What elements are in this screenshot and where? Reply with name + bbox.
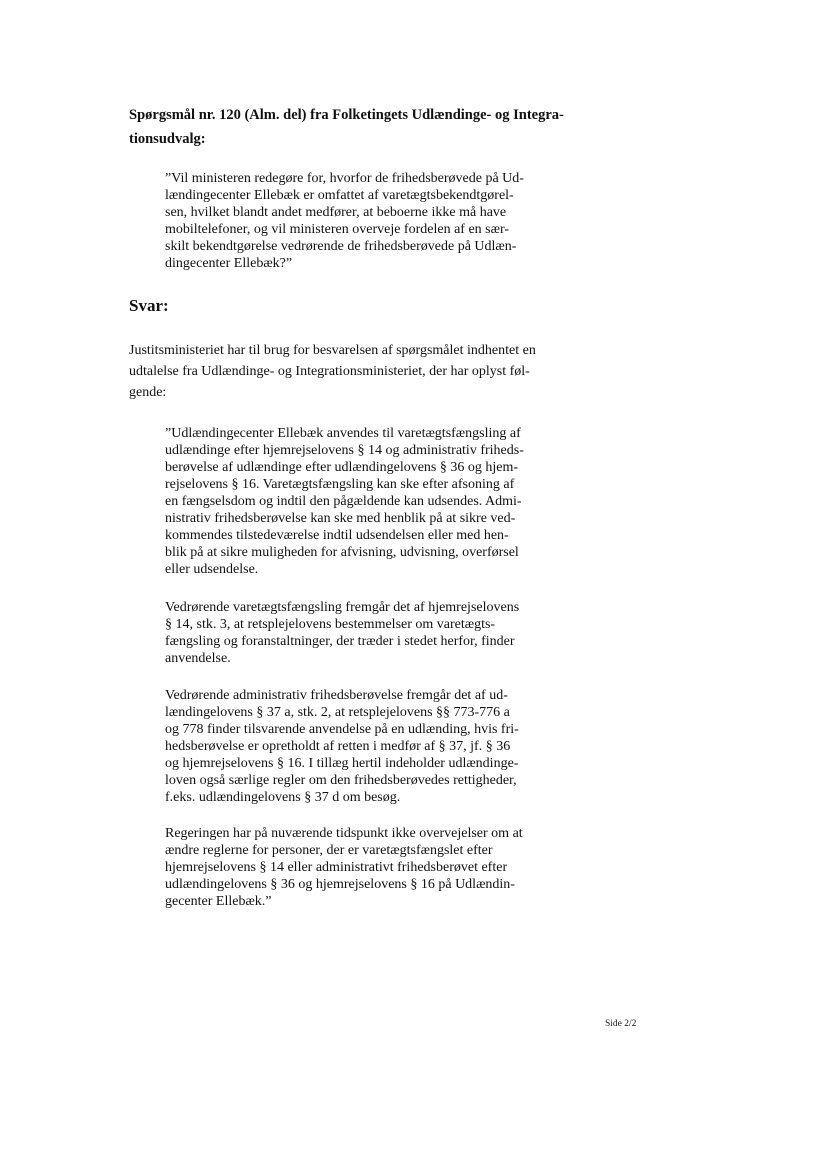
answer-intro-line: udtalelse fra Udlændinge- og Integrationsministeriet, der har oplyst føl- [129, 364, 530, 379]
answer-quote-line: kommendes tilstedeværelse indtil udsendelsen eller med hen- [165, 528, 509, 543]
answer-quote-line: ”Udlændingecenter Ellebæk anvendes til varetægtsfængsling af [165, 426, 521, 441]
answer-quote-line: loven også særlige regler om den frihedsberøvedes rettigheder, [165, 773, 517, 788]
answer-intro-line: Justitsministeriet har til brug for besvarelsen af spørgsmålet indhentet en [129, 343, 536, 358]
answer-quote-line: lændingelovens § 37 a, stk. 2, at retsplejelovens §§ 773-776 a [165, 705, 510, 720]
answer-quote-line: gecenter Ellebæk.” [165, 894, 272, 909]
answer-quote-line: § 14, stk. 3, at retsplejelovens bestemmelser om varetægts- [165, 617, 496, 632]
page-number: Side 2/2 [605, 1019, 637, 1029]
question-heading-line-2: tionsudvalg: [129, 131, 206, 147]
answer-heading: Svar: [129, 296, 169, 315]
answer-quote-line: hedsberøvelse er opretholdt af retten i medfør af § 37, jf. § 36 [165, 739, 511, 754]
answer-quote-line: Vedrørende varetægtsfængsling fremgår det af hjemrejselovens [165, 600, 520, 615]
question-quote-line: ”Vil ministeren redegøre for, hvorfor de frihedsberøvede på Ud- [165, 171, 524, 186]
question-quote-line: skilt bekendtgørelse vedrørende de frihedsberøvede på Udlæn- [165, 239, 517, 254]
answer-quote-line: blik på at sikre muligheden for afvisning, udvisning, overførsel [165, 545, 519, 560]
answer-quote-line: eller udsendelse. [165, 562, 259, 577]
answer-intro-line: gende: [129, 385, 167, 400]
question-heading-line-1: Spørgsmål nr. 120 (Alm. del) fra Folketingets Udlændinge- og Integra- [129, 107, 564, 123]
answer-quote-line: anvendelse. [165, 651, 231, 666]
answer-quote-line: en fængselsdom og indtil den pågældende kan udsendes. Admi- [165, 494, 522, 509]
answer-quote-line: og 778 finder tilsvarende anvendelse på en udlænding, hvis fri- [165, 722, 519, 737]
answer-quote-line: nistrativ frihedsberøvelse kan ske med henblik på at sikre ved- [165, 511, 516, 526]
answer-quote-line: hjemrejselovens § 14 eller administrativt frihedsberøvet efter [165, 860, 508, 875]
answer-quote-line: fængsling og foranstaltninger, der træder i stedet herfor, finder [165, 634, 515, 649]
answer-quote-line: Vedrørende administrativ frihedsberøvelse fremgår det af ud- [165, 688, 508, 703]
question-quote-line: dingecenter Ellebæk?” [165, 256, 293, 271]
answer-quote-line: berøvelse af udlændinge efter udlændingelovens § 36 og hjem- [165, 460, 519, 475]
answer-quote-line: rejselovens § 16. Varetægtsfængsling kan ske efter afsoning af [165, 477, 515, 492]
question-quote-line: sen, hvilket blandt andet medfører, at beboerne ikke må have [165, 205, 507, 220]
answer-quote-line: og hjemrejselovens § 16. I tillæg hertil indeholder udlændinge- [165, 756, 519, 771]
answer-quote-line: Regeringen har på nuværende tidspunkt ikke overvejelser om at [165, 826, 523, 841]
answer-quote-line: udlændingelovens § 36 og hjemrejselovens § 16 på Udlændin- [165, 877, 515, 892]
answer-quote-line: f.eks. udlændingelovens § 37 d om besøg. [165, 790, 401, 805]
answer-quote-line: ændre reglerne for personer, der er varetægtsfængslet efter [165, 843, 493, 858]
answer-quote-line: udlændinge efter hjemrejselovens § 14 og administrativ friheds- [165, 443, 524, 458]
question-quote-line: lændingecenter Ellebæk er omfattet af varetægtsbekendtgørel- [165, 188, 514, 203]
question-quote-line: mobiltelefoner, og vil ministeren overveje fordelen af en sær- [165, 222, 509, 237]
